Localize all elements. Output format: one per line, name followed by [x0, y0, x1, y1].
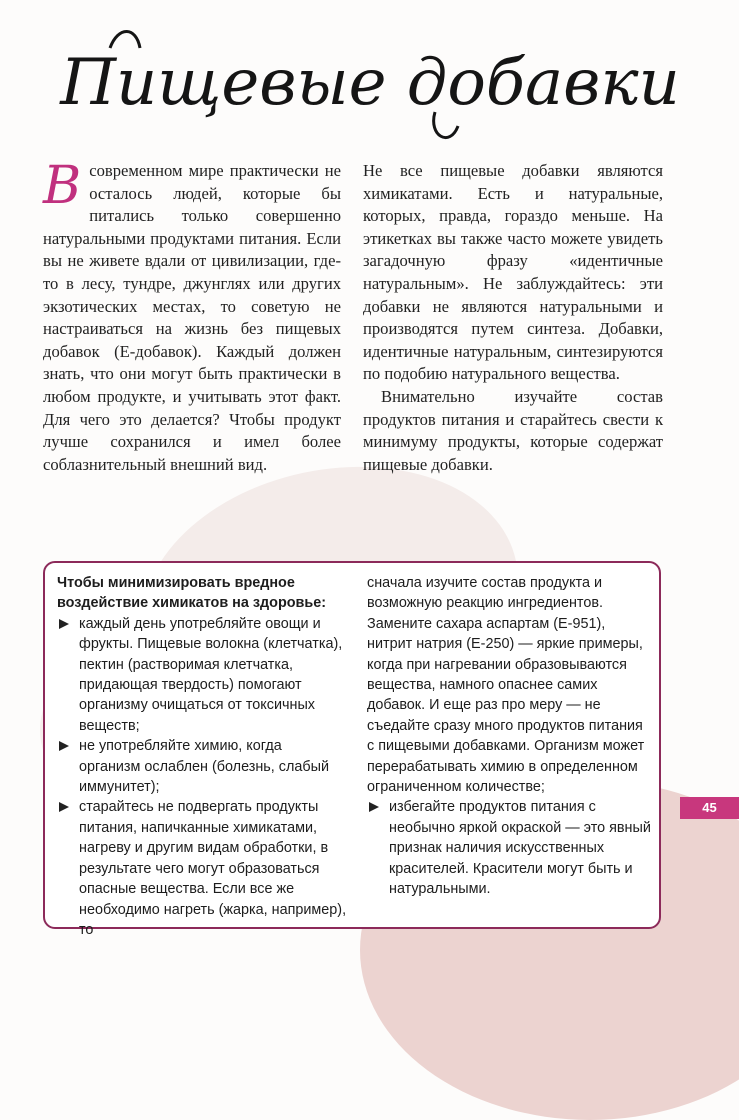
- bullet-triangle-icon: [369, 802, 379, 812]
- list-item: [57, 797, 347, 940]
- list-item-text: избегайте продуктов питания с необычно яркой окраской — это явный признак наличия искусственных красителей. Красители могут быть и натуральными.: [389, 799, 651, 898]
- left-column: [43, 156, 341, 476]
- list-item: [57, 614, 347, 736]
- paragraph-natural-additives: Не все пищевые добавки являются химикатами. Есть и натуральные, которых, правда, гораздо меньше. На этикетках вы также часто можете увидеть загадочную фразу «идентичные натуральным». Не заблуждайтесь: эти добавки не являются натуральными и производятся путем синтеза. Добавки, идентичные натуральным, синтезируются по подобию натурального вещества.: [363, 161, 663, 384]
- bullet-triangle-icon: [59, 619, 69, 629]
- tips-box-column-left: [57, 573, 347, 940]
- list-item: [367, 797, 651, 899]
- drop-cap: В: [43, 156, 82, 216]
- bullet-triangle-icon: [59, 741, 69, 751]
- bullet-triangle-icon: [59, 802, 69, 812]
- list-item-text: каждый день употребляйте овощи и фрукты. Пищевые волокна (клетчатка), пектин (растворимая клетчатка, придающая твердость) помогают организму очищаться от токсичных веществ;: [79, 615, 343, 734]
- page-number: 45: [680, 797, 739, 819]
- list-item-text: не употребляйте химию, когда организм ослаблен (болезнь, слабый иммунитет);: [79, 738, 330, 796]
- tips-box-column-right: [367, 573, 651, 900]
- page-title-text: Пищевые добавки: [60, 46, 680, 120]
- tips-list: [57, 614, 347, 941]
- list-item-text: старайтесь не подвергать продукты питания, напичканные химикатами, нагреву и другим видам обработки, в результате чего могут образоваться опасные вещества. Если все же необходимо нагреть (жарка, например), то: [79, 799, 347, 938]
- tips-list-continued: [367, 797, 651, 899]
- list-item-continuation: сначала изучите состав продукта и возможную реакцию ингредиентов. Замените сахара аспартам (Е-951), нитрит натрия (Е-250) — яркие примеры, когда при нагревании образовываются вещества, намного опаснее самих добавок. И еще раз про меру — не съедайте сразу много продуктов питания с пищевыми добавками. Организм может перерабатывать химию в определенном ограниченном количестве;: [367, 575, 645, 796]
- list-item: [57, 736, 347, 797]
- right-column: [363, 160, 663, 476]
- intro-paragraph: современном мире практически не осталось людей, которые бы питались только совершенно натуральными продуктами питания. Если вы не живете вдали от цивилизации, где-то в лесу, тундре, джунглях или других экзотических местах, то советую не настраиваться на жизнь без пищевых добавок (Е-добавок). Каждый должен знать, что они могут быть практически в любом продукте, и учитывать этот факт. Для чего это делается? Чтобы продукт лучше сохранился и имел более соблазнительный внешний вид.: [43, 161, 341, 474]
- tips-box: [43, 561, 661, 938]
- tips-heading: Чтобы минимизировать вредное воздействие химикатов на здоровье:: [57, 575, 327, 612]
- paragraph-advice: Внимательно изучайте состав продуктов питания и старайтесь свести к минимуму продукты, которые содержат пищевые добавки.: [363, 386, 663, 474]
- page-title: [40, 8, 700, 158]
